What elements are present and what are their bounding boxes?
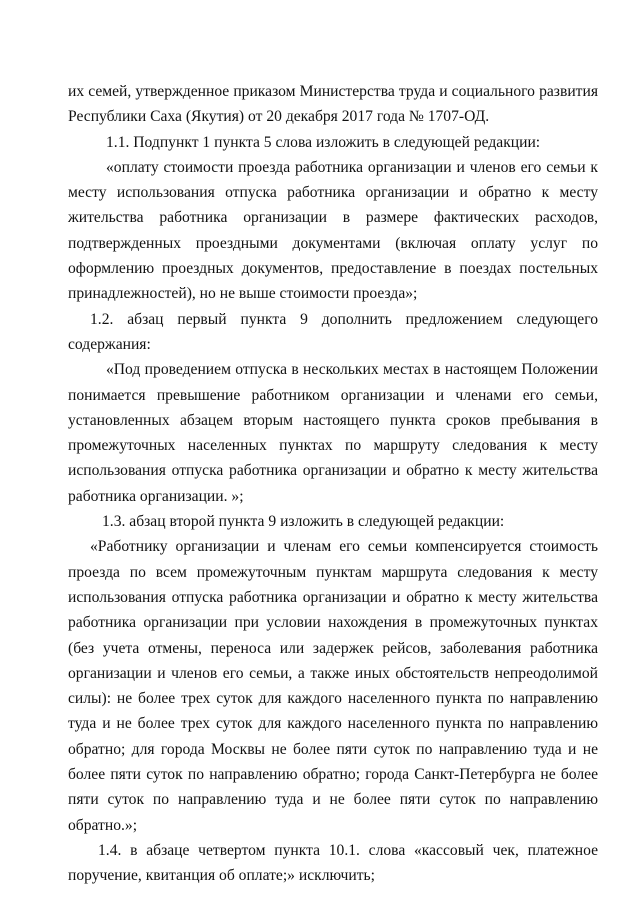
paragraph-order-continuation: их семей, утвержденное приказом Министерства труда и социального развития Республики Саха (Якутия) от 20 декабря 2017 года № 1707-ОД. [68, 83, 598, 126]
paragraph-1-3-heading: 1.3. абзац второй пункта 9 изложить в следующей редакции: [102, 513, 505, 531]
paragraph-1-2-text: «Под проведением отпуска в нескольких местах в настоящем Положении понимается превышение работником организации и членами его семьи, установленных абзацем вторым настоящего пункта сроков пребывания в промежуточных населенных пунктах по маршруту следования к месту использования отпуска работника организации и обратно к месту жительства работника организации. »; [68, 361, 598, 505]
paragraph-1-3-text: «Работнику организации и членам его семьи компенсируется стоимость проезда по всем промежуточным пунктам маршрута следования к месту использования отпуска работника организации и обратно к месту жительства работника организации при условии нахождения в промежуточных пунктах (без учета отмены, переноса или задержек рейсов, заболевания работника организации и членов его семьи, а также иных обстоятельств непреодолимой силы): не более трех суток для каждого населенного пункта по направлению туда и не более трех суток для каждого населенного пункта по направлению обратно; для города Москвы не более пяти суток по направлению туда и не более пяти суток по направлению обратно; города Санкт-Петербурга не более пяти суток по направлению туда и не более пяти суток по направлению обратно.»; [68, 538, 598, 834]
paragraph-1-4-text: 1.4. в абзаце четвертом пункта 10.1. слова «кассовый чек, платежное поручение, квитанция об оплате;» исключить; [68, 841, 598, 885]
paragraph-1-2-heading: 1.2. абзац первый пункта 9 дополнить предложением следующего содержания: [68, 310, 598, 353]
document-body [68, 79, 598, 889]
paragraph-1-1-text: «оплату стоимости проезда работника организации и членов его семьи к месту использования отпуска работника организации и обратно к месту жительства работника организации в размере фактических расходов, подтвержденных проездными документами (включая оплату услуг по оформлению проездных документов, предоставление в поездах постельных принадлежностей), но не выше стоимости проезда»; [68, 158, 598, 303]
paragraph-1-1-heading: 1.1. Подпункт 1 пункта 5 слова изложить в следующей редакции: [106, 133, 541, 151]
